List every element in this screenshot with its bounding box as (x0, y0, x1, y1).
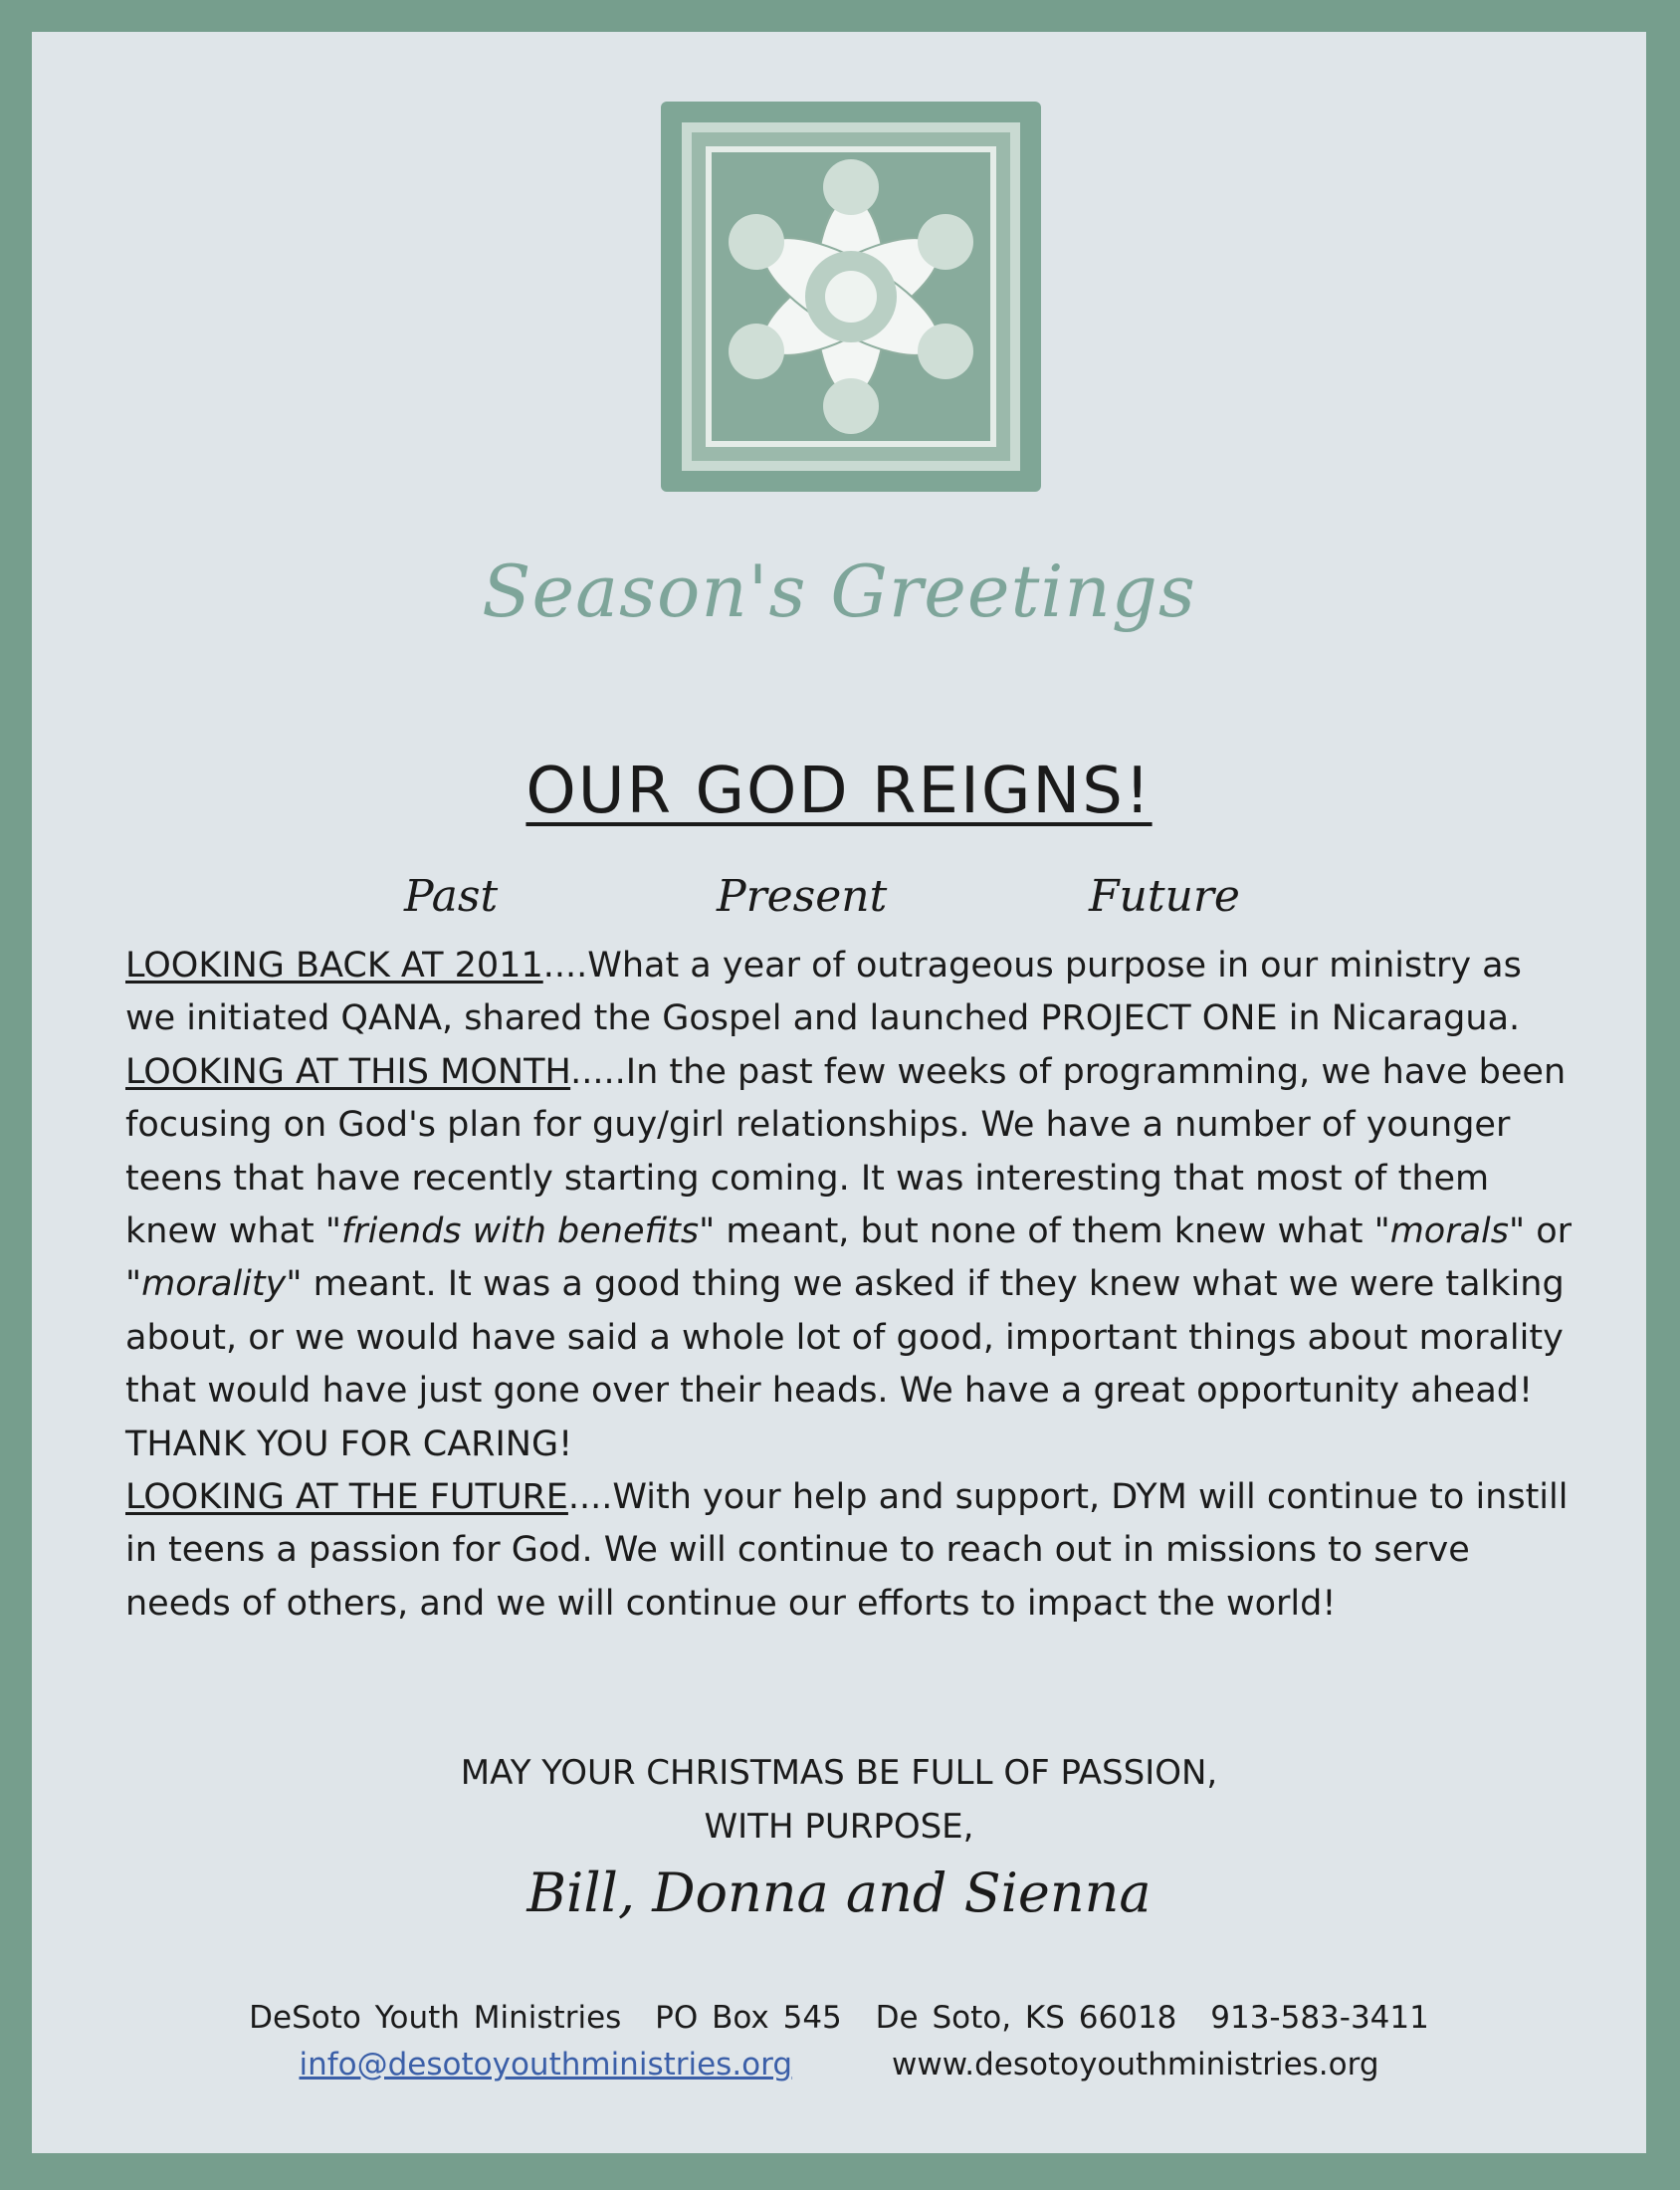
snowflake-illustration (657, 98, 1045, 496)
phone-number: 913-583-3411 (1210, 2000, 1429, 2036)
website-url: www.desotoyouthministries.org (892, 2047, 1379, 2082)
paragraph-text: .....In the past few weeks of programming, we have been focusing on God's plan for guy/girl relationships. We have a number of younger teens that have recently starting coming. It was interesting that most of them knew what (125, 1051, 1567, 1252)
po-box: PO Box 545 (655, 2000, 842, 2036)
paragraph-text: ....What a year of outrageous purpose in our ministry as we initiated QANA, shared the Gospel and launched PROJECT ONE in Nicaragua. (125, 946, 1522, 1039)
paragraph-lead: LOOKING BACK AT 2011 (125, 946, 543, 986)
headline (32, 755, 1646, 828)
letter-sheet (32, 32, 1646, 2153)
web-contact-line (32, 2047, 1646, 2082)
signature: Bill, Donna and Sienna (526, 1862, 1152, 1924)
quoted-term: "friends with benefits" (324, 1211, 716, 1252)
city-state-zip: De Soto, KS 66018 (875, 2000, 1177, 2036)
quoted-term: "morals" (1373, 1211, 1526, 1252)
paragraph-this-month (125, 1046, 1578, 1471)
contact-line (32, 2000, 1646, 2036)
tense-future: Future (1089, 871, 1240, 922)
quoted-term: "morality" (125, 1264, 303, 1305)
closing-line-1: MAY YOUR CHRISTMAS BE FULL OF PASSION, (460, 1753, 1218, 1793)
tense-past: Past (404, 871, 499, 922)
email-link[interactable]: info@desotoyouthministries.org (299, 2047, 793, 2082)
paragraph-lead: LOOKING AT THIS MONTH (125, 1051, 571, 1092)
paragraph-text: ....With your help and support, DYM will continue to instill in teens a passion for God. We will continue to reach out in missions to serve needs of others, and we will continue our efforts to impact the world! (125, 1477, 1569, 1624)
seasons-greetings-title: Season's Greetings (482, 549, 1196, 633)
paragraph-looking-back (125, 940, 1578, 1046)
paragraph-future (125, 1471, 1578, 1631)
paragraph-text: or (1525, 1211, 1573, 1252)
paragraph-text: meant, but none of them knew what (715, 1211, 1374, 1252)
tense-present: Present (717, 871, 888, 922)
closing-line-2: WITH PURPOSE, (704, 1807, 974, 1847)
letter-body (125, 940, 1578, 1631)
paragraph-lead: LOOKING AT THE FUTURE (125, 1477, 568, 1518)
closing-block (32, 1746, 1646, 1854)
headline-text: OUR GOD REIGNS! (525, 755, 1153, 828)
paragraph-text: meant. It was a good thing we asked if they knew what we were talking about, or we would have said a whole lot of good, important things about morality that would have just gone over their heads. We have a great opportunity ahead! THANK YOU FOR CARING! (125, 1264, 1565, 1464)
org-name: DeSoto Youth Ministries (249, 2000, 622, 2036)
